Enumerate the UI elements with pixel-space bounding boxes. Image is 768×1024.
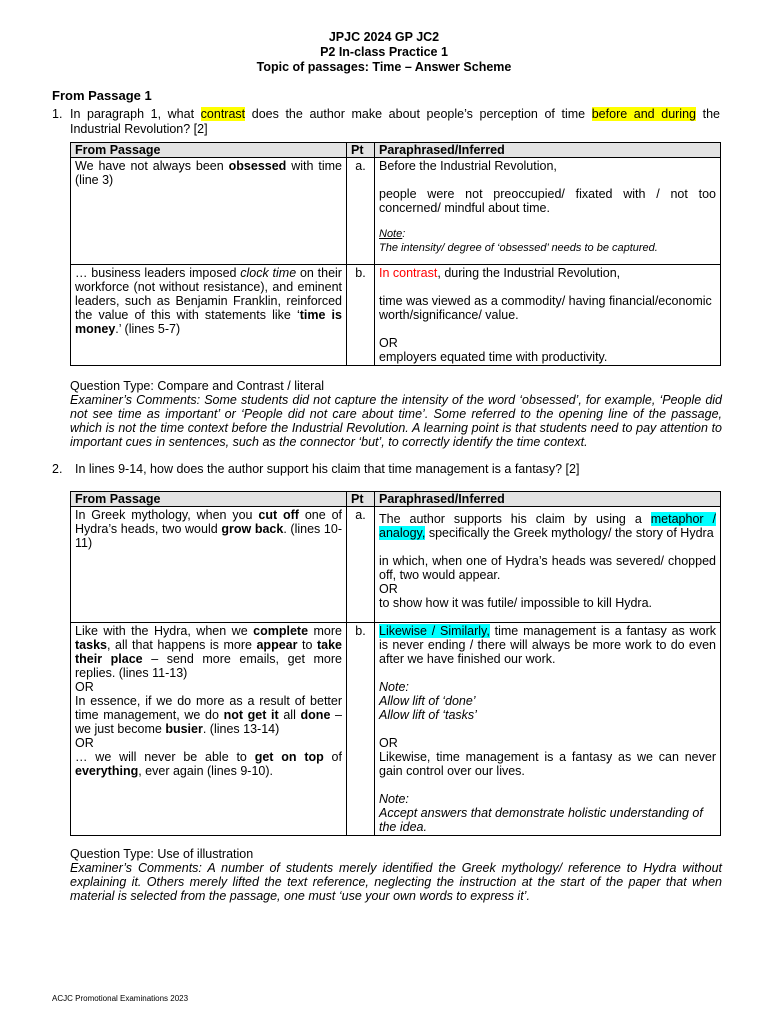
note-label: Note: — [379, 792, 409, 806]
table-row — [71, 507, 721, 623]
or-label: OR — [75, 736, 94, 750]
cell-bold: not get it — [223, 708, 279, 722]
cell-bold: tasks — [75, 638, 107, 652]
answer-table-2 — [70, 491, 721, 836]
cell-text: … we will never be able to — [75, 750, 255, 764]
cell-bold: time is money — [75, 308, 342, 336]
highlight-contrast: contrast — [200, 107, 246, 121]
document-header — [0, 30, 768, 75]
cell-text: , ever again (lines 9-10). — [138, 764, 274, 778]
q1-text-a: In paragraph 1, what — [70, 107, 201, 121]
cell-bold: done — [300, 708, 331, 722]
note-colon: : — [402, 228, 406, 240]
cell-bold: take their place — [75, 638, 343, 666]
cell-bold: get on top — [254, 750, 324, 764]
header-line-1: JPJC 2024 GP JC2 — [328, 30, 440, 44]
passage-cell — [71, 623, 347, 836]
or-label: OR — [379, 336, 398, 350]
passage-cell — [71, 265, 347, 366]
col-header-paraphrased: Paraphrased/Inferred — [375, 492, 721, 507]
answer-line: in which, when one of Hydra’s heads was severed/ chopped off, two would appear. — [379, 554, 716, 582]
cell-bold: appear — [256, 638, 298, 652]
answer-text: time management is a fantasy as work is never ending / there will always be more work to do even after we have finished our work. — [379, 624, 717, 666]
cell-bold: everything — [75, 764, 139, 778]
question-1-commentary — [70, 379, 722, 449]
q1-text-c: the Industrial Revolution? [2] — [70, 107, 720, 136]
highlight-likewise: Likewise / Similarly, — [379, 624, 490, 638]
table-row — [71, 265, 721, 366]
answer-line: to show how it was futile/ impossible to kill Hydra. — [379, 596, 653, 610]
cell-text: We have not always been — [75, 159, 229, 173]
cell-text: In essence, if we do more as a result of better time management, we do — [75, 694, 342, 722]
col-header-from-passage: From Passage — [71, 143, 347, 158]
passage-excerpt — [75, 694, 342, 736]
q1-text-b: does the author make about people’s perception of time — [245, 107, 592, 121]
question-type: Question Type: Use of illustration — [70, 847, 254, 861]
cell-text: . (lines 10-11) — [75, 522, 342, 550]
col-header-paraphrased: Paraphrased/Inferred — [375, 143, 721, 158]
passage-excerpt — [75, 750, 342, 778]
note-label: Note: — [379, 680, 409, 694]
point-cell: a. — [347, 158, 375, 265]
cell-text: , all that happens is more — [106, 638, 257, 652]
answer-line — [379, 512, 716, 540]
cell-text: with time (line 3) — [75, 159, 342, 187]
cell-text: … business leaders imposed — [75, 266, 241, 280]
or-label: OR — [75, 680, 94, 694]
answer-line — [379, 266, 716, 280]
point-cell: b. — [347, 265, 375, 366]
answer-cell — [375, 265, 721, 366]
cell-bold: complete — [253, 624, 309, 638]
answer-line — [379, 624, 716, 666]
cell-bold: cut off — [258, 508, 299, 522]
question-1 — [52, 107, 720, 137]
passage-excerpt — [75, 624, 342, 680]
or-label: OR — [379, 582, 398, 596]
question-2-commentary — [70, 847, 722, 903]
cell-text: . (lines 13-14) — [202, 722, 280, 736]
question-number: 1. — [52, 107, 63, 121]
question-2 — [52, 462, 720, 477]
highlight-before-during: before and during — [591, 107, 696, 121]
cell-text: on their workforce (not without resistance), and eminent leaders, such as Benjamin Franklin, reinforced the value of this with statements like ‘ — [75, 266, 342, 322]
answer-table-1 — [70, 142, 721, 366]
cell-text: – we just become — [75, 708, 342, 736]
point-cell: a. — [347, 507, 375, 623]
col-header-pt: Pt — [347, 143, 375, 158]
cell-text: to — [297, 638, 317, 652]
question-text: In lines 9-14, how does the author support his claim that time management is a fantasy? [2] — [75, 462, 580, 476]
note-text: Allow lift of ‘tasks’ — [379, 708, 477, 722]
answer-cell — [375, 507, 721, 623]
examiner-comments: Examiner’s Comments: Some students did not capture the intensity of the word ‘obsessed’, for example, ‘People did not see time as important’ or ‘People did not care about time’. Some referred to the opening line of the passage, which is not the time context before the Industrial Revolution. A learning point is that students need to pay attention to important cues in sentences, such as the connector ‘but’, to correctly identify the time context. — [70, 393, 722, 449]
cell-text: – send more emails, get more replies. (lines 11-13) — [75, 652, 342, 680]
question-number: 2. — [52, 462, 63, 476]
cell-text: all — [278, 708, 301, 722]
cell-text: one of Hydra’s heads, two would — [75, 508, 342, 536]
answer-text: The author supports his claim by using a — [379, 512, 651, 526]
or-label: OR — [379, 736, 398, 750]
cell-italic: clock time — [240, 266, 297, 280]
page-footer: ACJC Promotional Examinations 2023 — [52, 994, 189, 1003]
answer-line: people were not preoccupied/ fixated with / not too concerned/ mindful about time. — [379, 187, 716, 215]
note-text: Allow lift of ‘done’ — [379, 694, 476, 708]
table-header-row — [71, 143, 721, 158]
table-header-row — [71, 492, 721, 507]
passage-cell — [71, 158, 347, 265]
cell-bold: obsessed — [228, 159, 287, 173]
examiner-comments: Examiner’s Comments: A number of students merely identified the Greek mythology/ reference to Hydra without explaining it. Others merely lifted the text reference, neglecting the instruction at the start of the paper that when material is selected from the passage, one must ‘use your own words to express it’. — [70, 861, 722, 903]
note-label: Note — [379, 228, 403, 240]
answer-text: specifically the Greek mythology/ the story of Hydra — [425, 526, 714, 540]
col-header-from-passage: From Passage — [71, 492, 347, 507]
answer-line: Likewise, time management is a fantasy as we can never gain control over our lives. — [379, 750, 716, 778]
highlight-metaphor: metaphor / analogy, — [379, 512, 716, 540]
answer-line: Before the Industrial Revolution, — [379, 159, 557, 173]
section-title: From Passage 1 — [52, 88, 152, 103]
note-text: The intensity/ degree of ‘obsessed’ needs to be captured. — [379, 242, 658, 254]
point-cell: b. — [347, 623, 375, 836]
answer-cell — [375, 158, 721, 265]
answer-cell — [375, 623, 721, 836]
table-row — [71, 158, 721, 265]
red-text: In contrast — [379, 266, 438, 280]
answer-text: , during the Industrial Revolution, — [437, 266, 621, 280]
answer-line: time was viewed as a commodity/ having financial/economic worth/significance/ value. — [379, 294, 712, 322]
col-header-pt: Pt — [347, 492, 375, 507]
question-type: Question Type: Compare and Contrast / literal — [70, 379, 325, 393]
question-text — [70, 107, 720, 137]
cell-text: Like with the Hydra, when we — [75, 624, 254, 638]
note — [379, 227, 716, 241]
cell-bold: busier — [165, 722, 203, 736]
table-row — [71, 623, 721, 836]
cell-text: more — [308, 624, 342, 638]
cell-text: .’ (lines 5-7) — [115, 322, 181, 336]
header-line-3: Topic of passages: Time – Answer Scheme — [256, 60, 512, 74]
cell-bold: grow back — [221, 522, 284, 536]
cell-text: of — [323, 750, 342, 764]
answer-line: employers equated time with productivity. — [379, 350, 608, 364]
passage-cell — [71, 507, 347, 623]
note-text: Accept answers that demonstrate holistic understanding of the idea. — [379, 806, 703, 834]
cell-text: In Greek mythology, when you — [75, 508, 259, 522]
header-line-2: P2 In-class Practice 1 — [320, 45, 448, 59]
